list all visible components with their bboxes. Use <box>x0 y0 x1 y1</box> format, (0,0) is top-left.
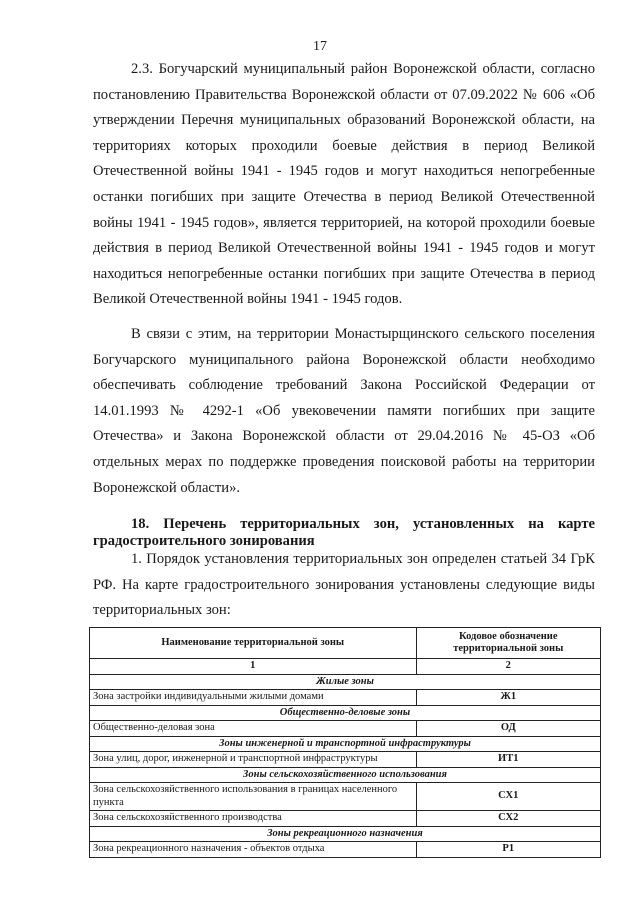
zone-group-title: Общественно-деловые зоны <box>90 705 601 721</box>
zone-code: СХ2 <box>416 811 600 827</box>
zone-name: Зона застройки индивидуальными жилыми домами <box>90 690 417 706</box>
zones-table <box>89 627 601 858</box>
zone-code: Р1 <box>416 842 600 858</box>
table-group-row <box>90 705 601 721</box>
zone-name: Зона сельскохозяйственного использования в границах населенного пункта <box>90 783 417 811</box>
zone-name: Общественно-деловая зона <box>90 721 417 737</box>
zone-code: Ж1 <box>416 690 600 706</box>
table-row <box>90 811 601 827</box>
table-row <box>90 842 601 858</box>
paragraph-combat-territory: 2.3. Богучарский муниципальный район Воронежской области, согласно постановлению Правительства Воронежской области от 07.09.2022 № 606 «Об утверждении Перечня муниципальных образований Воронежской области, на территориях которых проходили боевые действия в период Великой Отечественной войны 1941 - 1945 годов и могут находиться непогребенные останки погибших при защите Отечества в период Великой Отечественной войны 1941 - 1945 годов», является территорией, на которой проходили боевые действия в период Великой Отечественной войны 1941 - 1945 годов и могут находиться непогребенные останки погибших при защите Отечества в период Великой Отечественной войны 1941 - 1945 годов. <box>93 61 595 308</box>
table-row <box>90 752 601 768</box>
table-row <box>90 721 601 737</box>
zone-code: ОД <box>416 721 600 737</box>
table-group-row <box>90 767 601 783</box>
table-header-row <box>90 628 601 659</box>
zone-code: СХ1 <box>416 783 600 811</box>
zone-code: ИТ1 <box>416 752 600 768</box>
zones-table-body <box>90 659 601 858</box>
table-group-row <box>90 736 601 752</box>
column-number-row <box>90 659 601 675</box>
column-number-1: 1 <box>90 659 417 675</box>
page-number: 17 <box>313 39 327 54</box>
header-zone-name: Наименование территориальной зоны <box>90 628 417 659</box>
zone-name: Зона рекреационного назначения - объектов отдыха <box>90 842 417 858</box>
header-zone-code: Кодовое обозначение территориальной зоны <box>416 628 600 659</box>
zone-name: Зона сельскохозяйственного производства <box>90 811 417 827</box>
section-heading: 18. Перечень территориальных зон, установленных на карте градостроительного зонирования <box>93 516 595 549</box>
paragraph-legal-requirements: В связи с этим, на территории Монастырщинского сельского поселения Богучарского муниципального района Воронежской области необходимо обеспечивать соблюдение требований Закона Российской Федерации от 14.01.1993 № 4292-1 «Об увековечении памяти погибших при защите Отечества» и Закона Воронежской области от 29.04.2016 № 45-ОЗ «Об отдельных мерах по поддержке проведения поисковой работы на территории Воронежской области». <box>93 326 595 496</box>
zone-group-title: Зоны сельскохозяйственного использования <box>90 767 601 783</box>
zone-name: Зона улиц, дорог, инженерной и транспортной инфраструктуры <box>90 752 417 768</box>
table-row <box>90 783 601 811</box>
column-number-2: 2 <box>416 659 600 675</box>
table-group-row <box>90 826 601 842</box>
table-row <box>90 690 601 706</box>
paragraph-zoning-order: 1. Порядок установления территориальных зон определен статьей 34 ГрК РФ. На карте градостроительного зонирования установлены следующие виды территориальных зон: <box>93 551 595 619</box>
zone-group-title: Зоны инженерной и транспортной инфраструктуры <box>90 736 601 752</box>
zone-group-title: Жилые зоны <box>90 674 601 690</box>
table-group-row <box>90 674 601 690</box>
zone-group-title: Зоны рекреационного назначения <box>90 826 601 842</box>
